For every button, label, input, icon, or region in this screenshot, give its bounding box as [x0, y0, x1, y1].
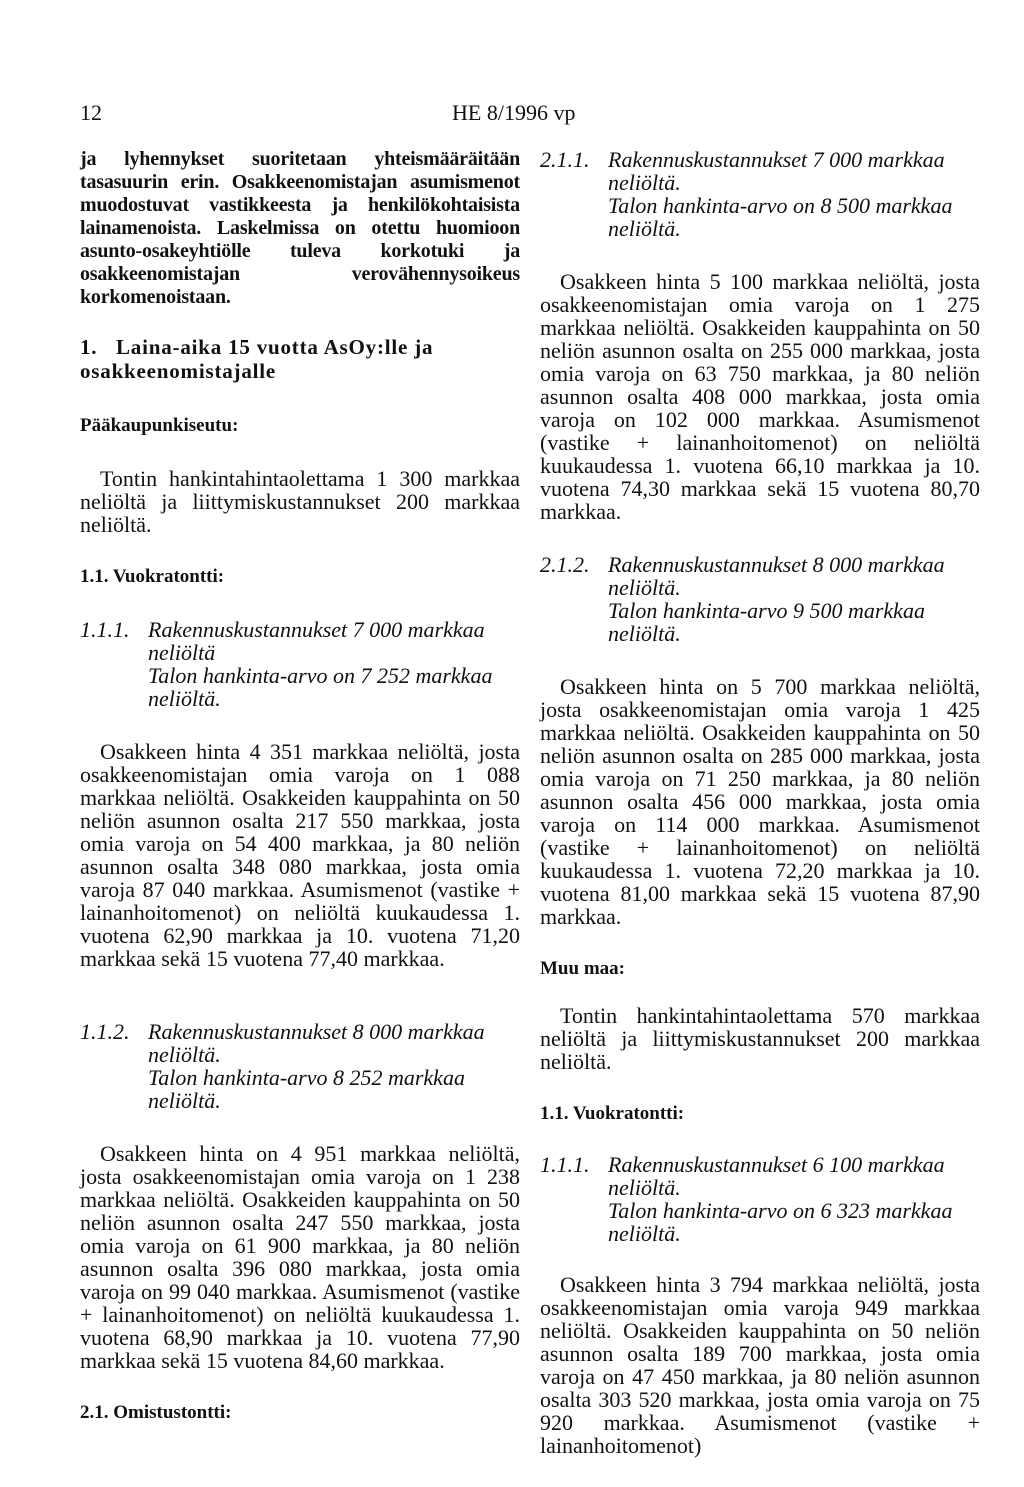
document-id: HE 8/1996 vp: [452, 100, 576, 125]
item-number: 2.1.2.: [540, 552, 590, 577]
item-number: 2.1.1.: [540, 147, 590, 172]
closing-heading: 2.1. Omistustontti:: [80, 1402, 232, 1423]
item-value-line: Talon hankinta-arvo on 8 500 markkaa neliöltä.: [608, 193, 953, 241]
section-title: Laina-aika 15 vuotta AsOy:lle ja osakkeenomistajalle: [80, 335, 434, 383]
section-number: 1.: [80, 335, 98, 359]
cost-item: [80, 618, 520, 710]
cost-item: [540, 1153, 980, 1245]
section-heading: [80, 335, 520, 383]
region-paragraph: Tontin hankintahintaolettama 1 300 markkaa neliöltä ja liittymiskustannukset 200 markkaa neliöltä.: [80, 466, 520, 537]
item-cost-line: Rakennuskustannukset 8 000 markkaa neliöltä.: [608, 552, 945, 600]
cost-item: [540, 148, 980, 240]
item-paragraph: Osakkeen hinta on 4 951 markkaa neliöltä, josta osakkeenomistajan omia varoja on 1 238 markkaa neliöltä. Osakkeiden kauppahinta on 50 neliön asunnon osalta 247 550 markkaa, josta omia varoja on 61 900 markkaa, ja 80 neliön asunnon osalta 396 080 markkaa, josta omia varoja on 99 040 markkaa. Asumismenot (vastike + lainanhoitomenot) on neliöltä kuukaudessa 1. vuotena 68,90 markkaa ja 10. vuotena 77,90 markkaa sekä 15 vuotena 84,60 markkaa.: [80, 1141, 520, 1373]
item-value-line: Talon hankinta-arvo 8 252 markkaa neliöltä.: [148, 1065, 465, 1113]
sub-heading: 1.1. Vuokratontti:: [80, 566, 225, 587]
left-column: [80, 148, 520, 1424]
item-number: 1.1.2.: [80, 1019, 130, 1044]
region-paragraph: Tontin hankintahintaolettama 570 markkaa neliöltä ja liittymiskustannukset 200 markkaa neliöltä.: [540, 1003, 980, 1074]
page-number: 12: [80, 100, 102, 125]
item-cost-line: Rakennuskustannukset 6 100 markkaa neliöltä.: [608, 1152, 945, 1200]
item-cost-line: Rakennuskustannukset 7 000 markkaa neliöltä: [148, 617, 485, 665]
cost-item: [540, 553, 980, 645]
item-number: 1.1.1.: [80, 617, 130, 642]
sub-heading: 1.1. Vuokratontti:: [540, 1103, 685, 1124]
item-value-line: Talon hankinta-arvo on 6 323 markkaa neliöltä.: [608, 1198, 953, 1246]
item-paragraph: Osakkeen hinta 4 351 markkaa neliöltä, josta osakkeenomistajan omia varoja on 1 088 markkaa neliöltä. Osakkeiden kauppahinta on 50 neliön asunnon osalta 217 550 markkaa, josta omia varoja on 54 400 markkaa, ja 80 neliön asunnon osalta 348 080 markkaa, josta omia varoja 87 040 markkaa. Asumismenot (vastike + lainanhoitomenot) on neliöltä kuukaudessa 1. vuotena 62,90 markkaa ja 10. vuotena 71,20 markkaa sekä 15 vuotena 77,40 markkaa.: [80, 739, 520, 971]
item-paragraph: Osakkeen hinta 5 100 markkaa neliöltä, josta osakkeenomistajan omia varoja on 1 275 markkaa neliöltä. Osakkeiden kauppahinta on 50 neliön asunnon osalta on 255 000 markkaa, josta omia varoja on 63 750 markkaa, ja 80 neliön asunnon osalta 408 000 markkaa, josta omia varoja on 102 000 markkaa. Asumismenot (vastike + lainanhoitomenot) on neliöltä kuukaudessa 1. vuotena 66,10 markkaa ja 10. vuotena 74,30 markkaa sekä 15 vuotena 80,70 markkaa.: [540, 269, 980, 524]
item-value-line: Talon hankinta-arvo 9 500 markkaa neliöltä.: [608, 598, 925, 646]
item-number: 1.1.1.: [540, 1152, 590, 1177]
item-cost-line: Rakennuskustannukset 8 000 markkaa neliöltä.: [148, 1019, 485, 1067]
item-paragraph: Osakkeen hinta 3 794 markkaa neliöltä, josta osakkeenomistajan omia varoja 949 markkaa neliöltä. Osakkeiden kauppahinta on 50 neliön asunnon osalta 189 700 markkaa, josta omia varoja on 47 450 markkaa, ja 80 neliön asunnon osalta 303 520 markkaa, josta omia varoja on 75 920 markkaa. Asumismenot (vastike + lainanhoitomenot): [540, 1272, 980, 1458]
cost-item: [80, 1020, 520, 1112]
item-value-line: Talon hankinta-arvo on 7 252 markkaa neliöltä.: [148, 663, 493, 711]
region-heading: Pääkaupunkiseutu:: [80, 415, 239, 436]
region-heading: Muu maa:: [540, 958, 625, 979]
item-cost-line: Rakennuskustannukset 7 000 markkaa neliöltä.: [608, 147, 945, 195]
intro-paragraph: ja lyhennykset suoritetaan yhteismääräitään tasasuurin erin. Osakkeenomistajan asumismenot muodostuvat vastikkeesta ja henkilökohtaisista lainamenoista. Laskelmissa on otettu huomioon asunto-osakeyhtiölle tuleva korkotuki ja osakkeenomistajan verovähennysoikeus korkomenoistaan.: [80, 148, 520, 308]
right-column: [540, 148, 980, 1457]
item-paragraph: Osakkeen hinta on 5 700 markkaa neliöltä, josta osakkeenomistajan omia varoja 1 425 markkaa neliöltä. Osakkeiden kauppahinta on 50 neliön asunnon osalta on 285 000 markkaa, josta omia varoja on 71 250 markkaa, ja 80 neliön asunnon osalta 456 000 markkaa, josta omia varoja on 114 000 markkaa. Asumismenot (vastike + lainanhoitomenot) on neliöltä kuukaudessa 1. vuotena 72,20 markkaa ja 10. vuotena 81,00 markkaa sekä 15 vuotena 87,90 markkaa.: [540, 674, 980, 929]
